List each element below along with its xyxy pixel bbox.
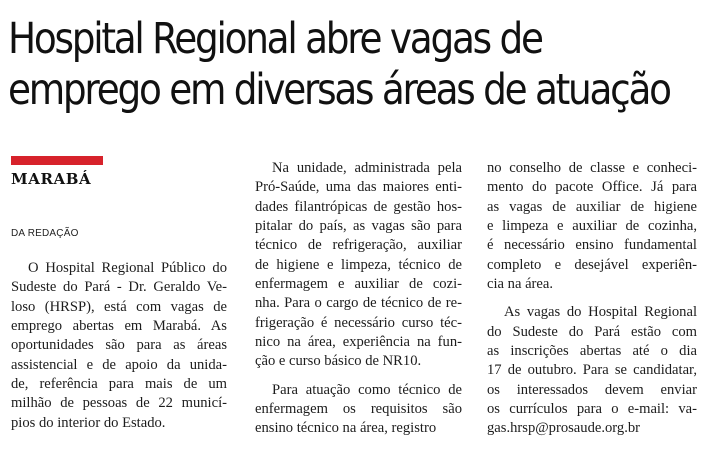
section-accent-bar [11,156,103,165]
text-line: emprego abertas em Marabá. As [11,318,227,335]
text-line: nha. Para o cargo de técnico de re- [255,295,462,312]
text-line: O Hospital Regional Público do [28,260,227,276]
text-line: Na unidade, administrada pela [272,160,462,176]
text-line: 17 de outubro. Para se candidatar, [487,362,697,379]
article-paragraph [487,159,697,294]
text-line: nico na área, experiência na fun- [255,334,462,351]
text-line: de, referência para mais de um [11,376,227,393]
text-line: do Sudeste do Pará estão com [487,323,697,340]
text-line: de higiene e limpeza, técnico de [255,256,462,273]
text-line: os currículos para o e-mail: va- [487,401,697,418]
text-line: cia na área. [487,276,554,293]
text-line: ção e curso básico de NR10. [255,353,422,370]
byline: DA REDAÇÃO [11,228,79,239]
headline [8,14,670,116]
text-line: enfermagem os requisitos são [255,401,462,418]
text-line: ensino técnico na área, registro [255,420,437,437]
text-line: é necessário ensino fundamental [487,237,697,254]
article-paragraph [487,303,697,438]
text-line: oportunidades são para as áreas [11,337,227,354]
text-line: técnico de refrigeração, auxiliar [255,237,462,254]
text-line: enfermagem e auxiliar de cozi- [255,276,462,293]
article-paragraph [11,259,227,433]
article-paragraph [255,381,462,439]
paragraph-gap [487,294,697,303]
text-line: loso (HRSP), está com vagas de [11,298,227,315]
article-column-2 [255,159,462,439]
text-line: no conselho de classe e conheci- [487,160,697,176]
text-line: pios do interior do Estado. [11,414,166,431]
text-line: Pró-Saúde, uma das maiores enti- [255,179,462,196]
text-line: pitalar do país, as vagas são para [255,218,462,235]
text-line: Para atuação como técnico de [272,381,462,398]
section-label: MARABÁ [11,170,92,188]
text-line: gas.hrsp@prosaude.org.br [487,420,640,437]
text-line: os interessados devem enviar [487,381,697,398]
text-line: assistencial e de apoio da unida- [11,356,227,373]
text-line: as vagas de auxiliar de higiene [487,198,697,215]
text-line: frigeração é necessário curso téc- [255,314,462,331]
headline-line-2: emprego em diversas áreas de atuação [8,65,670,115]
text-line: As vagas do Hospital Regional [504,304,697,321]
headline-line-1: Hospital Regional abre vagas de [8,14,542,64]
text-line: dades filantrópicas de gestão hos- [255,198,462,215]
text-line: milhão de pessoas de 22 municí- [11,395,227,412]
article-column-1 [11,259,227,433]
text-line: e limpeza e auxiliar de cozinha, [487,218,697,235]
text-line: completo e desejável experiên- [487,256,697,273]
article-paragraph [255,159,462,372]
text-line: mento do pacote Office. Já para [487,179,697,196]
article-column-3 [487,159,697,439]
paragraph-gap [255,372,462,381]
text-line: Sudeste do Pará - Dr. Geraldo Ve- [11,279,227,296]
text-line: as inscrições abertas até o dia [487,343,697,360]
